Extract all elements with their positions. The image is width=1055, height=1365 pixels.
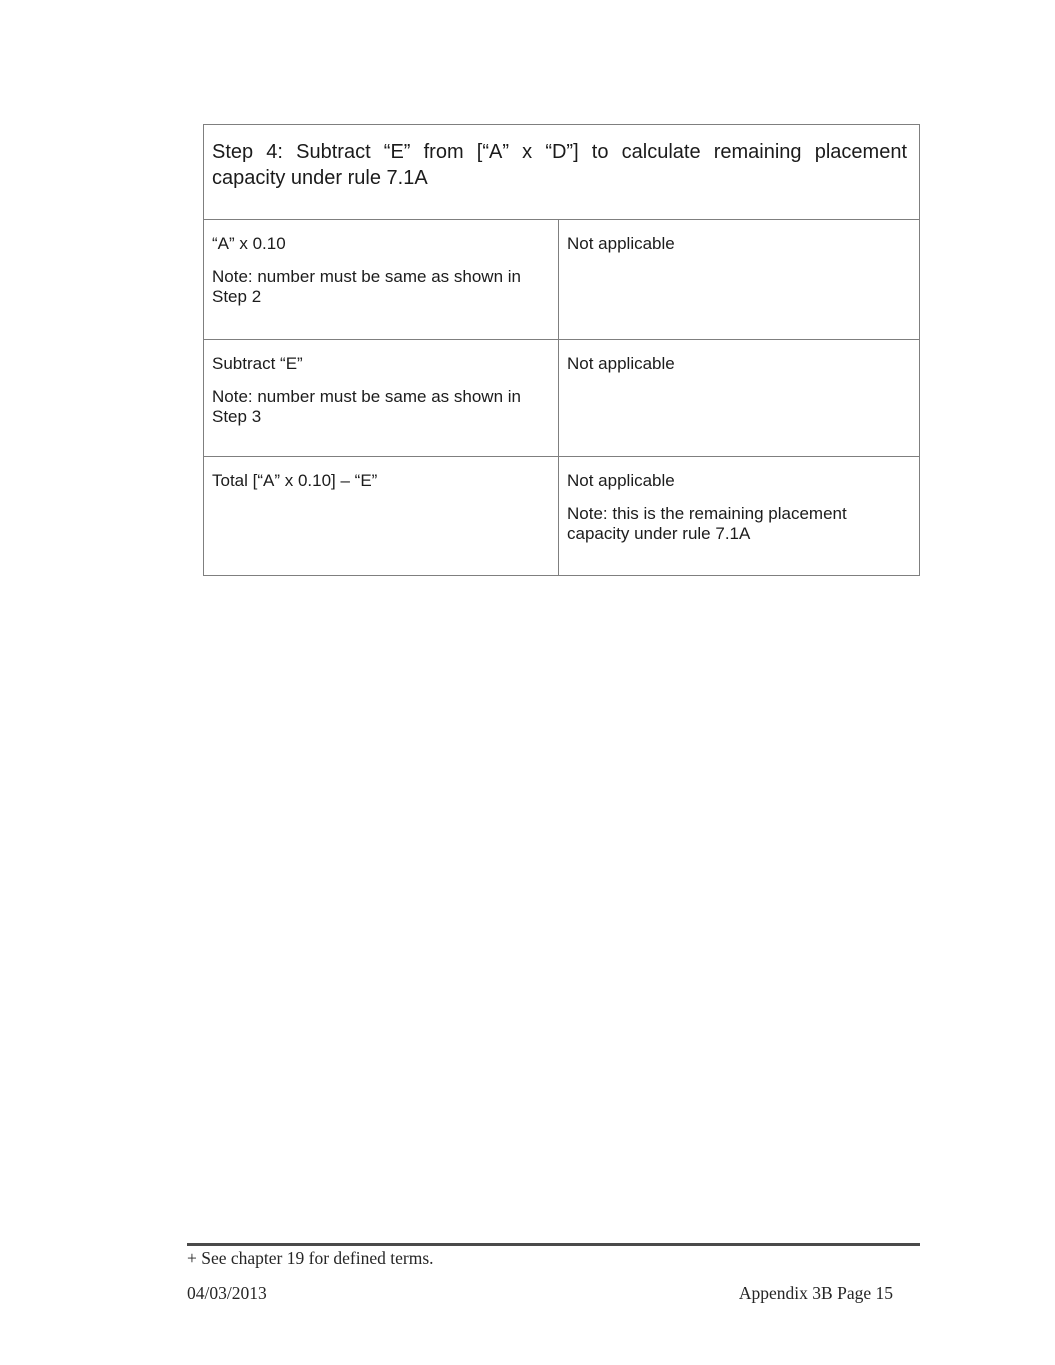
cell-subtract-e [204,340,559,457]
table-title-line-1: Step 4: Subtract “E” from [“A” x “D”] to calculate remaining placement [212,141,907,163]
footnote-divider [187,1243,920,1246]
footer-page-label: Appendix 3B Page 15 [738,1283,893,1303]
table-header-row [204,125,920,220]
cell-not-applicable-1 [559,220,920,340]
cell-note-text: Note: number must be same as shown in Step 2 [212,266,521,306]
table-row [204,220,920,340]
cell-primary-text: Not applicable [567,234,675,253]
cell-note-text: Note: this is the remaining placement capacity under rule 7.1A [567,503,847,543]
cell-a-times-010 [204,220,559,340]
cell-primary-text: Not applicable [567,471,675,490]
table-row [204,340,920,457]
cell-not-applicable-3 [559,457,920,576]
cell-total-formula [204,457,559,576]
cell-primary-text: Not applicable [567,354,675,373]
step4-table [203,124,920,576]
cell-primary-text: Total [“A” x 0.10] – “E” [212,471,378,490]
table-title-line-2: capacity under rule 7.1A [212,167,428,189]
cell-primary-text: Subtract “E” [212,354,303,373]
footnote-text: + See chapter 19 for defined terms. [187,1248,434,1268]
cell-primary-text: “A” x 0.10 [212,234,286,253]
footer-date: 04/03/2013 [187,1283,267,1303]
cell-not-applicable-2 [559,340,920,457]
table-row [204,457,920,576]
table-title-cell [204,125,920,220]
cell-note-text: Note: number must be same as shown in Step 3 [212,386,521,426]
